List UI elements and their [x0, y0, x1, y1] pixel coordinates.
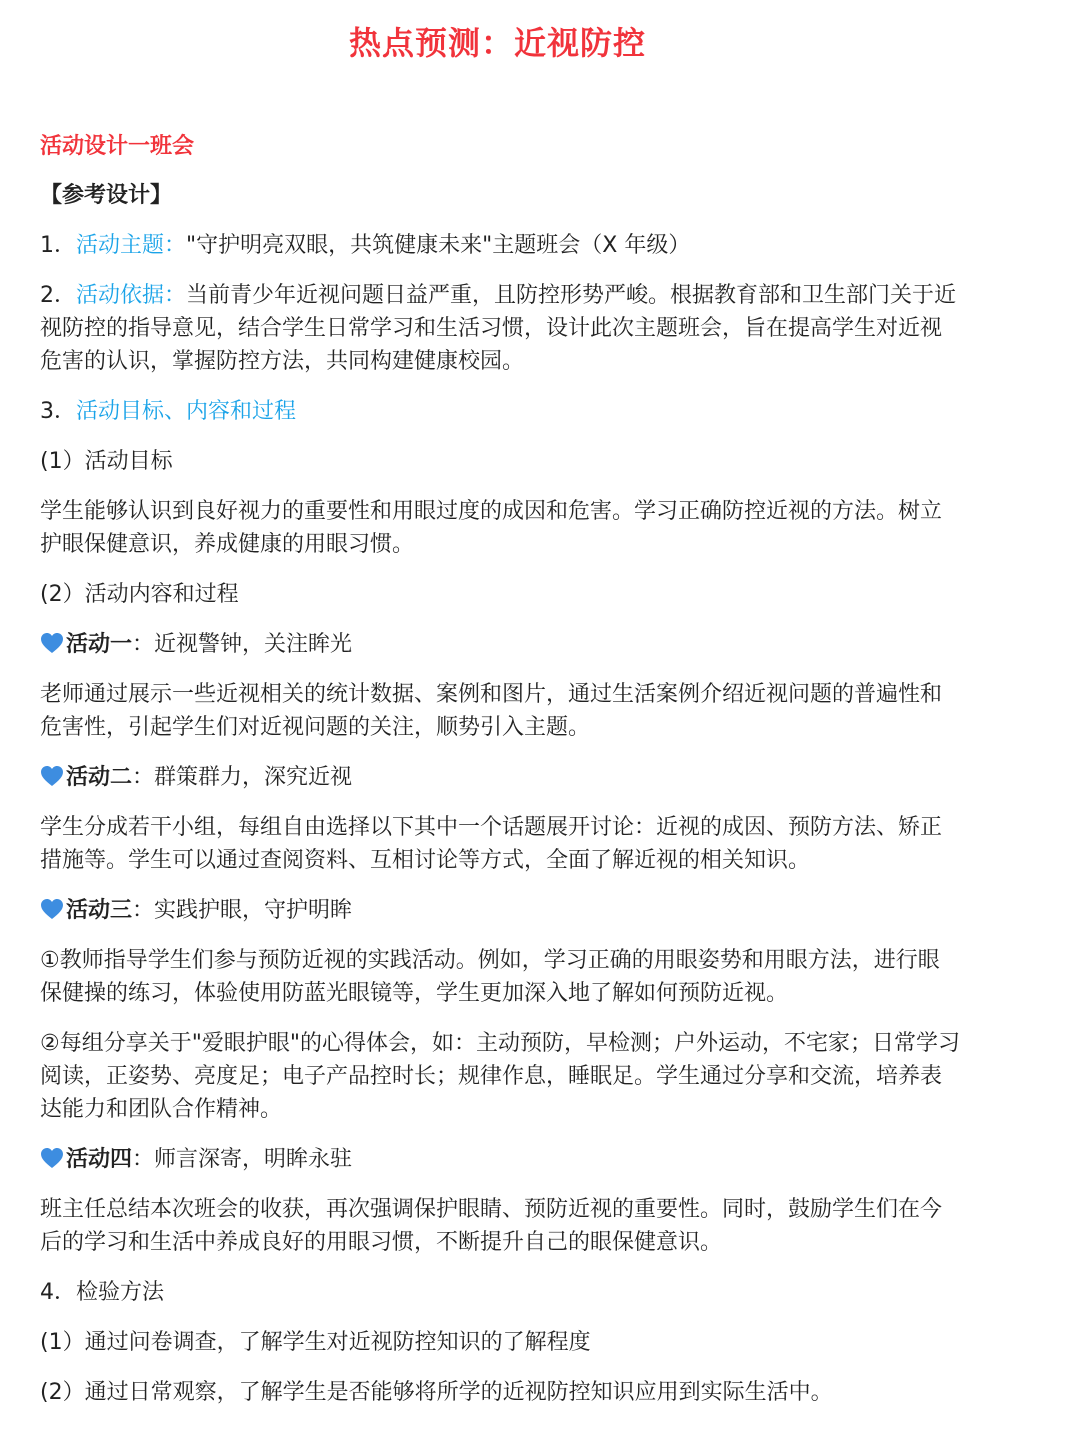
activities-list: [40, 628, 960, 1259]
activity-description: 班主任总结本次班会的收获，再次强调保护眼睛、预防近视的重要性。同时，鼓励学生们在今后的学习和生活中养成良好的用眼习惯，不断提升自己的眼保健意识。: [40, 1197, 943, 1255]
activity-title: ：群策群力，深究近视: [132, 765, 353, 790]
blue-heart-icon: [40, 1147, 64, 1169]
activity-description: 老师通过展示一些近视相关的统计数据、案例和图片，通过生活案例介绍近视问题的普遍性和危害性，引起学生们对近视问题的关注，顺势引入主题。: [40, 682, 943, 740]
goal-text: 学生能够认识到良好视力的重要性和用眼过度的成因和危害。学习正确防控近视的方法。树立护眼保健意识，养成健康的用眼习惯。: [40, 499, 943, 557]
item-label: 活动主题：: [76, 233, 187, 258]
activity-heading: [40, 628, 960, 661]
activity-description: ②每组分享关于"爱眼护眼"的心得体会，如：主动预防，早检测；户外运动，不宅家；日常学习阅读，正姿势、亮度足；电子产品控时长；规律作息，睡眠足。学生通过分享和交流，培养表达能力和团队合作精神。: [40, 1031, 960, 1122]
page-title: 热点预测：近视防控: [348, 24, 646, 62]
activity-description: 学生分成若干小组，每组自由选择以下其中一个话题展开讨论：近视的成因、预防方法、矫正措施等。学生可以通过查阅资料、互相讨论等方式，全面了解近视的相关知识。: [40, 815, 943, 873]
blue-heart-icon: [40, 632, 64, 654]
check-method-1: (1）通过问卷调查，了解学生对近视防控知识的了解程度: [40, 1330, 591, 1355]
activity-heading: [40, 1143, 960, 1176]
activity-heading: [40, 761, 960, 794]
blue-heart-icon: [40, 898, 64, 920]
item-number: 1．: [40, 233, 76, 258]
item-label: 活动依据：: [76, 283, 187, 308]
activity-title: ：师言深寄，明眸永驻: [132, 1147, 353, 1172]
check-method-2: (2）通过日常观察，了解学生是否能够将所学的近视防控知识应用到实际生活中。: [40, 1380, 833, 1405]
item-theme: [40, 229, 960, 262]
activity-title: ：实践护眼，守护明眸: [132, 898, 353, 923]
item-label: 检验方法: [76, 1280, 165, 1305]
activity-label: 活动三: [66, 898, 133, 923]
activity-description: ①教师指导学生们参与预防近视的实践活动。例如，学习正确的用眼姿势和用眼方法，进行眼保健操的练习，体验使用防蓝光眼镜等，学生更加深入地了解如何预防近视。: [40, 948, 940, 1006]
item-number: 4．: [40, 1280, 76, 1305]
item-text: 当前青少年近视问题日益严重，且防控形势严峻。根据教育部和卫生部门关于近视防控的指导意见，结合学生日常学习和生活习惯，设计此次主题班会，旨在提高学生对近视危害的认识，掌握防控方法，共同构建健康校园。: [40, 283, 957, 374]
activity-heading: [40, 894, 960, 927]
activity-title: ：近视警钟，关注眸光: [132, 632, 353, 657]
document-body: [40, 130, 960, 1426]
content-heading: (2）活动内容和过程: [40, 582, 239, 607]
goal-heading: (1）活动目标: [40, 449, 173, 474]
item-number: 3．: [40, 399, 76, 424]
activity-label: 活动四: [66, 1147, 133, 1172]
item-goals-content: [40, 395, 960, 428]
activity-label: 活动一: [66, 632, 133, 657]
item-text: "守护明亮双眼，共筑健康未来"主题班会（X 年级）: [186, 233, 691, 258]
item-number: 2．: [40, 283, 76, 308]
item-label: 活动目标、内容和过程: [76, 399, 297, 424]
reference-design-heading: 【参考设计】: [40, 183, 173, 208]
section-title: 活动设计一班会: [40, 134, 195, 159]
blue-heart-icon: [40, 765, 64, 787]
activity-label: 活动二: [66, 765, 133, 790]
item-basis: [40, 279, 960, 378]
item-check-methods: [40, 1276, 960, 1309]
